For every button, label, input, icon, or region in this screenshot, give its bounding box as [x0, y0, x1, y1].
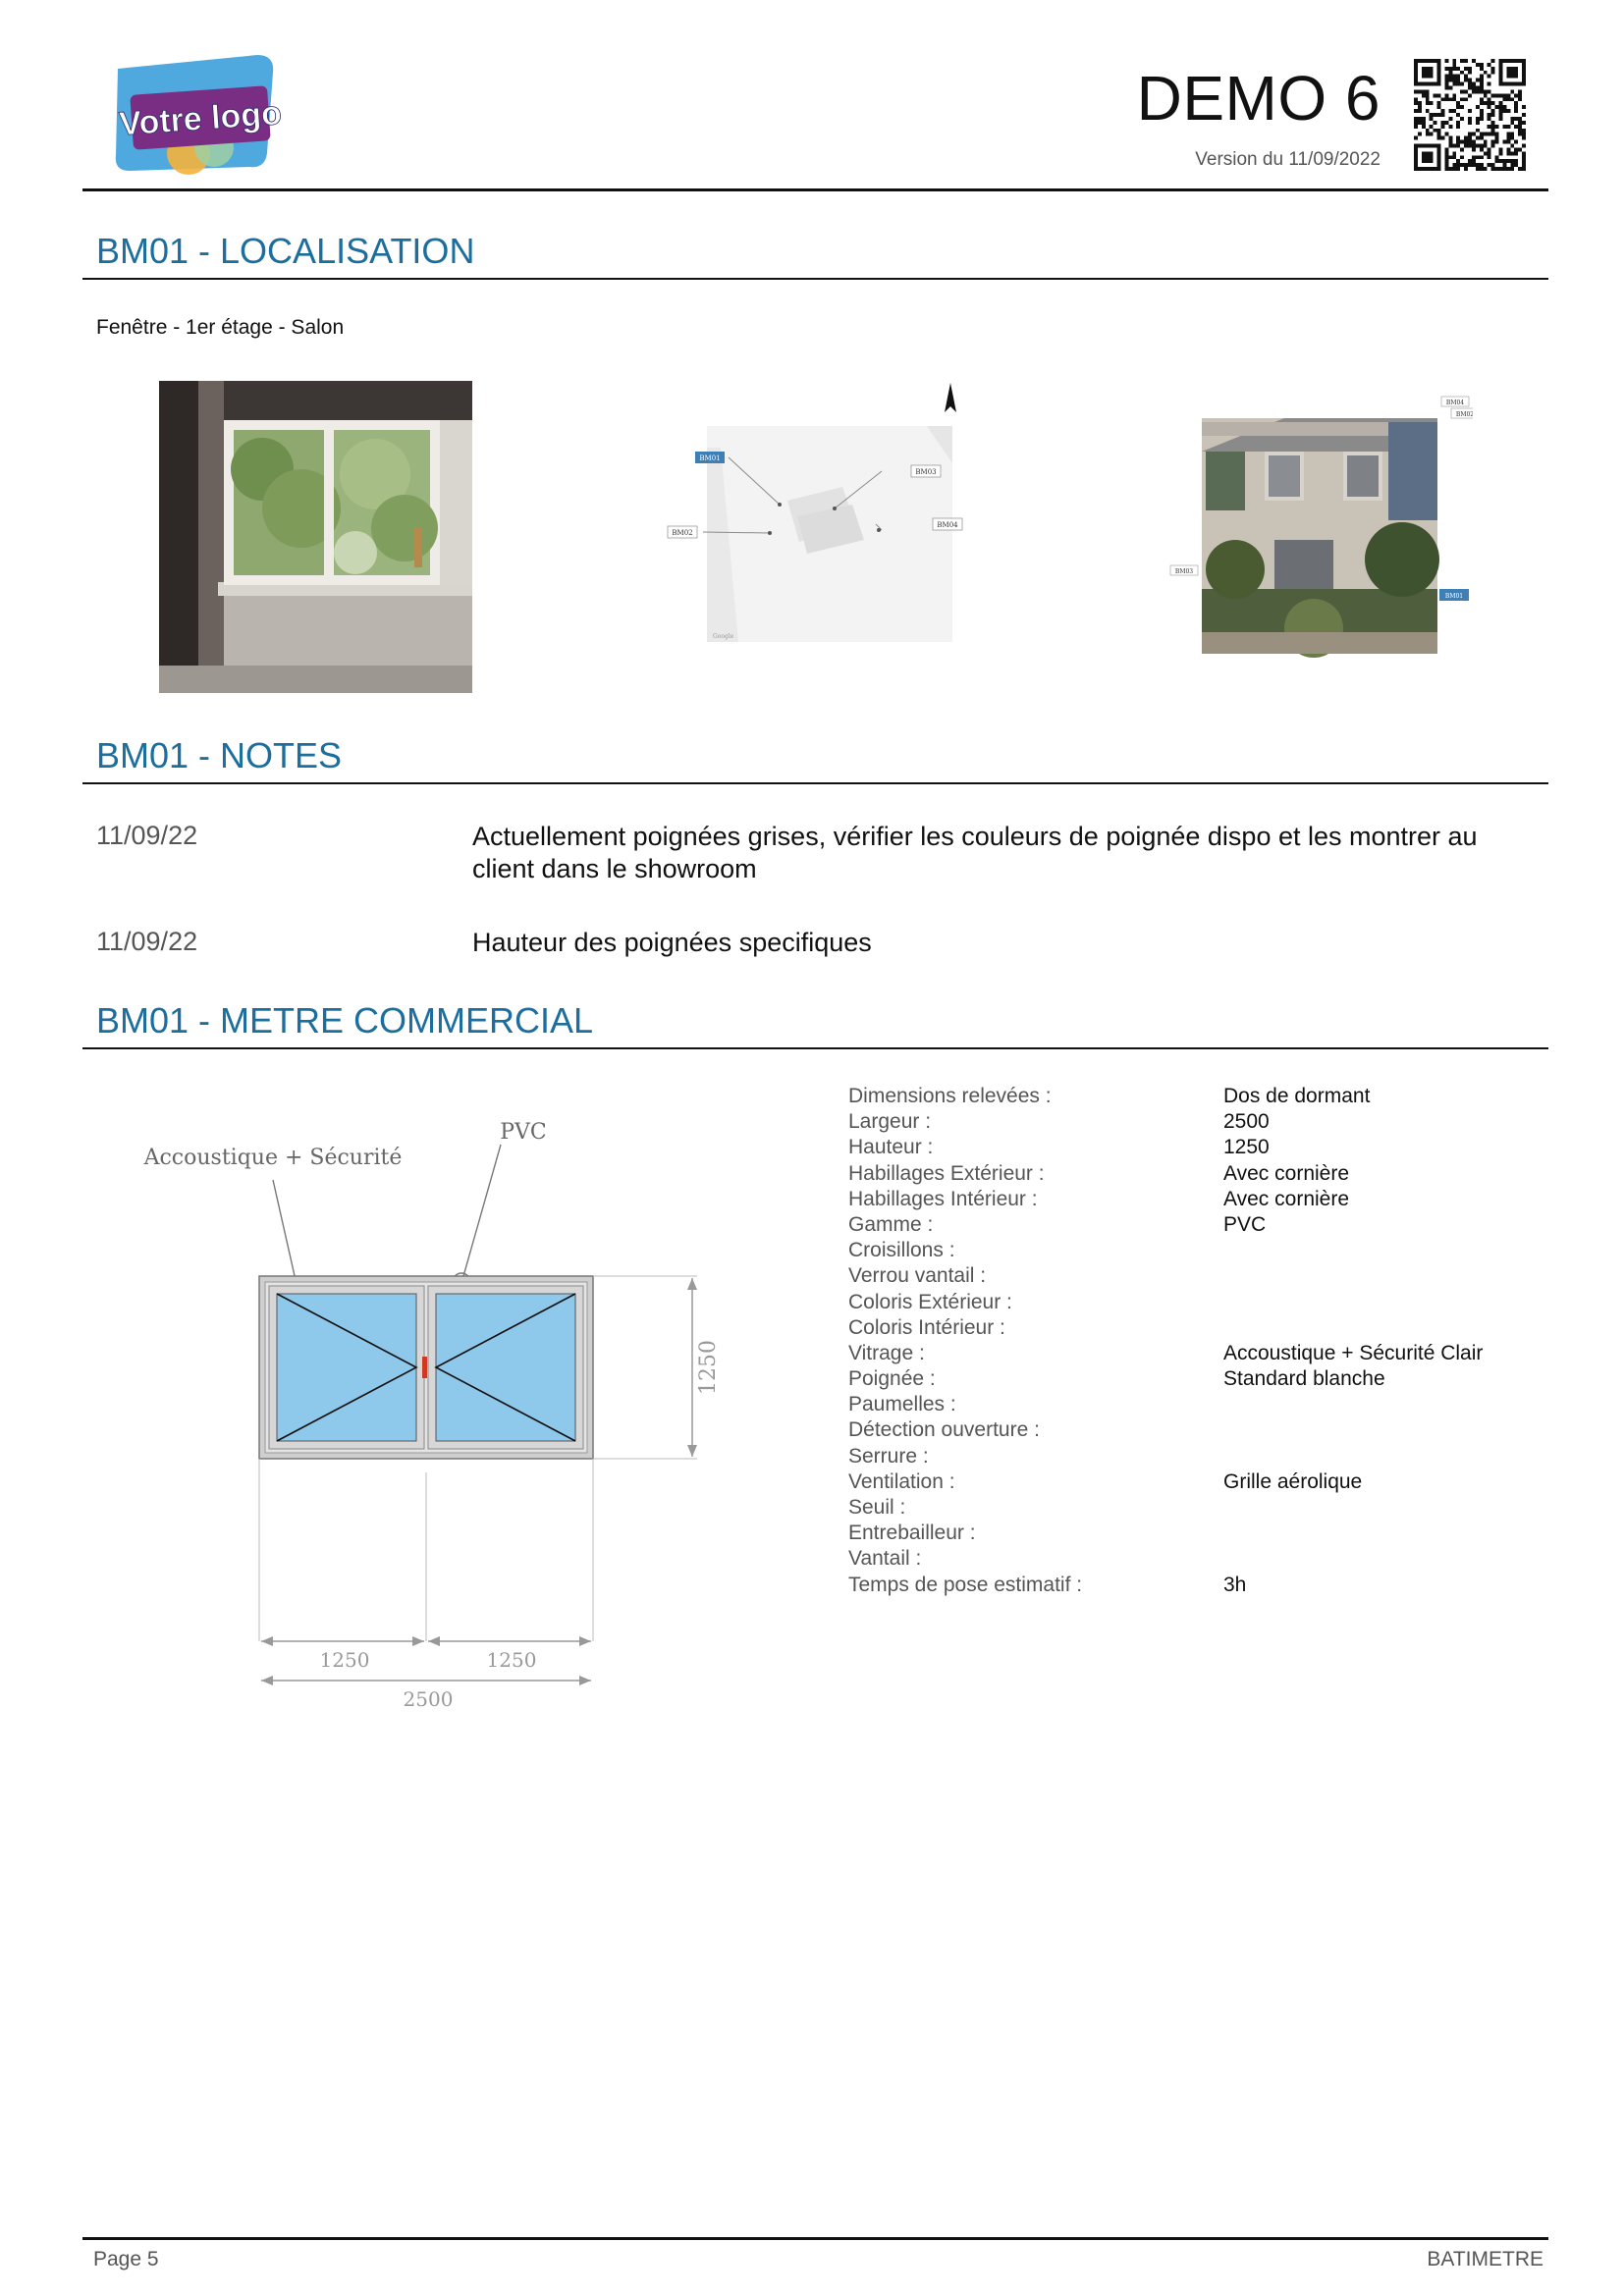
spec-value: Avec cornière [1223, 1161, 1350, 1185]
spec-value: 3h [1223, 1573, 1247, 1596]
spec-value: PVC [1223, 1212, 1267, 1236]
footer-rule [82, 2237, 1548, 2240]
spec-label: Entrebailleur : [848, 1522, 976, 1545]
page-number: Page 5 [93, 2248, 159, 2270]
photo-marker-bm03: BM03 [1174, 568, 1194, 575]
spec-label: Serrure : [848, 1444, 929, 1468]
right-width-dimension: 1250 [486, 1648, 537, 1672]
photo-marker-bm04: BM04 [1445, 400, 1465, 406]
spec-row [848, 1212, 1555, 1238]
footer-brand: BATIMETRE [1427, 2248, 1543, 2270]
spec-value: Avec cornière [1223, 1187, 1350, 1210]
spec-label: Habillages Intérieur : [848, 1187, 1038, 1210]
spec-label: Habillages Extérieur : [848, 1161, 1045, 1185]
logo-text: Votre logo [118, 94, 282, 143]
plan-footer: Google [713, 633, 734, 640]
spec-value: 2500 [1223, 1110, 1270, 1134]
section-title-notes: BM01 - NOTES [96, 735, 343, 775]
spec-value: Grille aérolique [1223, 1469, 1363, 1493]
company-logo [110, 51, 282, 179]
spec-label: Vantail : [848, 1547, 922, 1571]
spec-label: Paumelles : [848, 1393, 956, 1416]
spec-row [848, 1366, 1555, 1392]
spec-label: Largeur : [848, 1110, 932, 1134]
window-interior-photo[interactable] [159, 381, 472, 693]
spec-row [848, 1444, 1555, 1469]
spec-label: Seuil : [848, 1496, 906, 1519]
section-rule [82, 782, 1548, 784]
section-title-localisation: BM01 - LOCALISATION [96, 231, 475, 271]
spec-row [848, 1315, 1555, 1341]
header-rule [82, 188, 1548, 191]
location-plan-map[interactable] [660, 379, 974, 654]
specification-list [848, 1084, 1555, 1598]
callout-material: PVC [500, 1120, 547, 1145]
height-dimension: 1250 [696, 1340, 721, 1395]
spec-label: Temps de pose estimatif : [848, 1573, 1083, 1596]
spec-label: Coloris Intérieur : [848, 1315, 1005, 1339]
plan-marker-bm03: BM03 [915, 468, 937, 476]
spec-label: Ventilation : [848, 1469, 955, 1493]
document-title: DEMO 6 [1136, 63, 1380, 133]
section-rule [82, 278, 1548, 280]
spec-value: 1250 [1223, 1136, 1270, 1159]
spec-value: Dos de dormant [1223, 1085, 1371, 1107]
plan-marker-bm04: BM04 [937, 521, 958, 529]
spec-row [848, 1084, 1555, 1109]
left-width-dimension: 1250 [319, 1648, 370, 1672]
spec-row [848, 1238, 1555, 1263]
spec-value: Accoustique + Sécurité Clair [1223, 1341, 1484, 1364]
spec-label: Poignée : [848, 1367, 936, 1391]
spec-label: Gamme : [848, 1212, 934, 1236]
spec-row [848, 1521, 1555, 1546]
spec-row [848, 1495, 1555, 1521]
spec-label: Vitrage : [848, 1341, 925, 1364]
window-technical-drawing[interactable] [137, 1099, 746, 1728]
plan-marker-bm01: BM01 [699, 454, 721, 462]
spec-row [848, 1469, 1555, 1495]
spec-label: Détection ouverture : [848, 1418, 1040, 1442]
spec-value: Standard blanche [1223, 1367, 1385, 1391]
spec-row [848, 1573, 1555, 1598]
spec-row [848, 1417, 1555, 1443]
spec-label: Croisillons : [848, 1239, 955, 1262]
note-text: Actuellement poignées grises, vérifier les couleurs de poignée dispo et les montrer au client dans le showroom [472, 822, 1478, 883]
spec-row [848, 1546, 1555, 1572]
spec-row [848, 1187, 1555, 1212]
spec-row [848, 1263, 1555, 1289]
location-label: Fenêtre - 1er étage - Salon [96, 316, 345, 339]
note-date: 11/09/22 [96, 927, 198, 956]
photo-marker-bm02: BM02 [1455, 411, 1473, 418]
qr-code-icon[interactable] [1414, 59, 1526, 171]
spec-label: Dimensions relevées : [848, 1085, 1052, 1107]
spec-row [848, 1135, 1555, 1160]
photo-marker-bm01: BM01 [1444, 593, 1464, 600]
spec-row [848, 1341, 1555, 1366]
spec-row [848, 1290, 1555, 1315]
spec-row [848, 1392, 1555, 1417]
total-width-dimension: 2500 [403, 1687, 454, 1711]
plan-marker-bm02: BM02 [672, 529, 693, 537]
spec-label: Hauteur : [848, 1136, 934, 1159]
facade-photo[interactable] [1166, 393, 1473, 660]
spec-label: Coloris Extérieur : [848, 1290, 1012, 1313]
document-version: Version du 11/09/2022 [1195, 149, 1380, 170]
spec-row [848, 1161, 1555, 1187]
spec-label: Verrou vantail : [848, 1264, 987, 1288]
note-text: Hauteur des poignées specifiques [472, 928, 872, 957]
spec-row [848, 1109, 1555, 1135]
section-rule [82, 1047, 1548, 1049]
section-title-metre: BM01 - METRE COMMERCIAL [96, 1000, 594, 1041]
note-date: 11/09/22 [96, 821, 198, 850]
callout-glazing: Accoustique + Sécurité [143, 1146, 403, 1170]
